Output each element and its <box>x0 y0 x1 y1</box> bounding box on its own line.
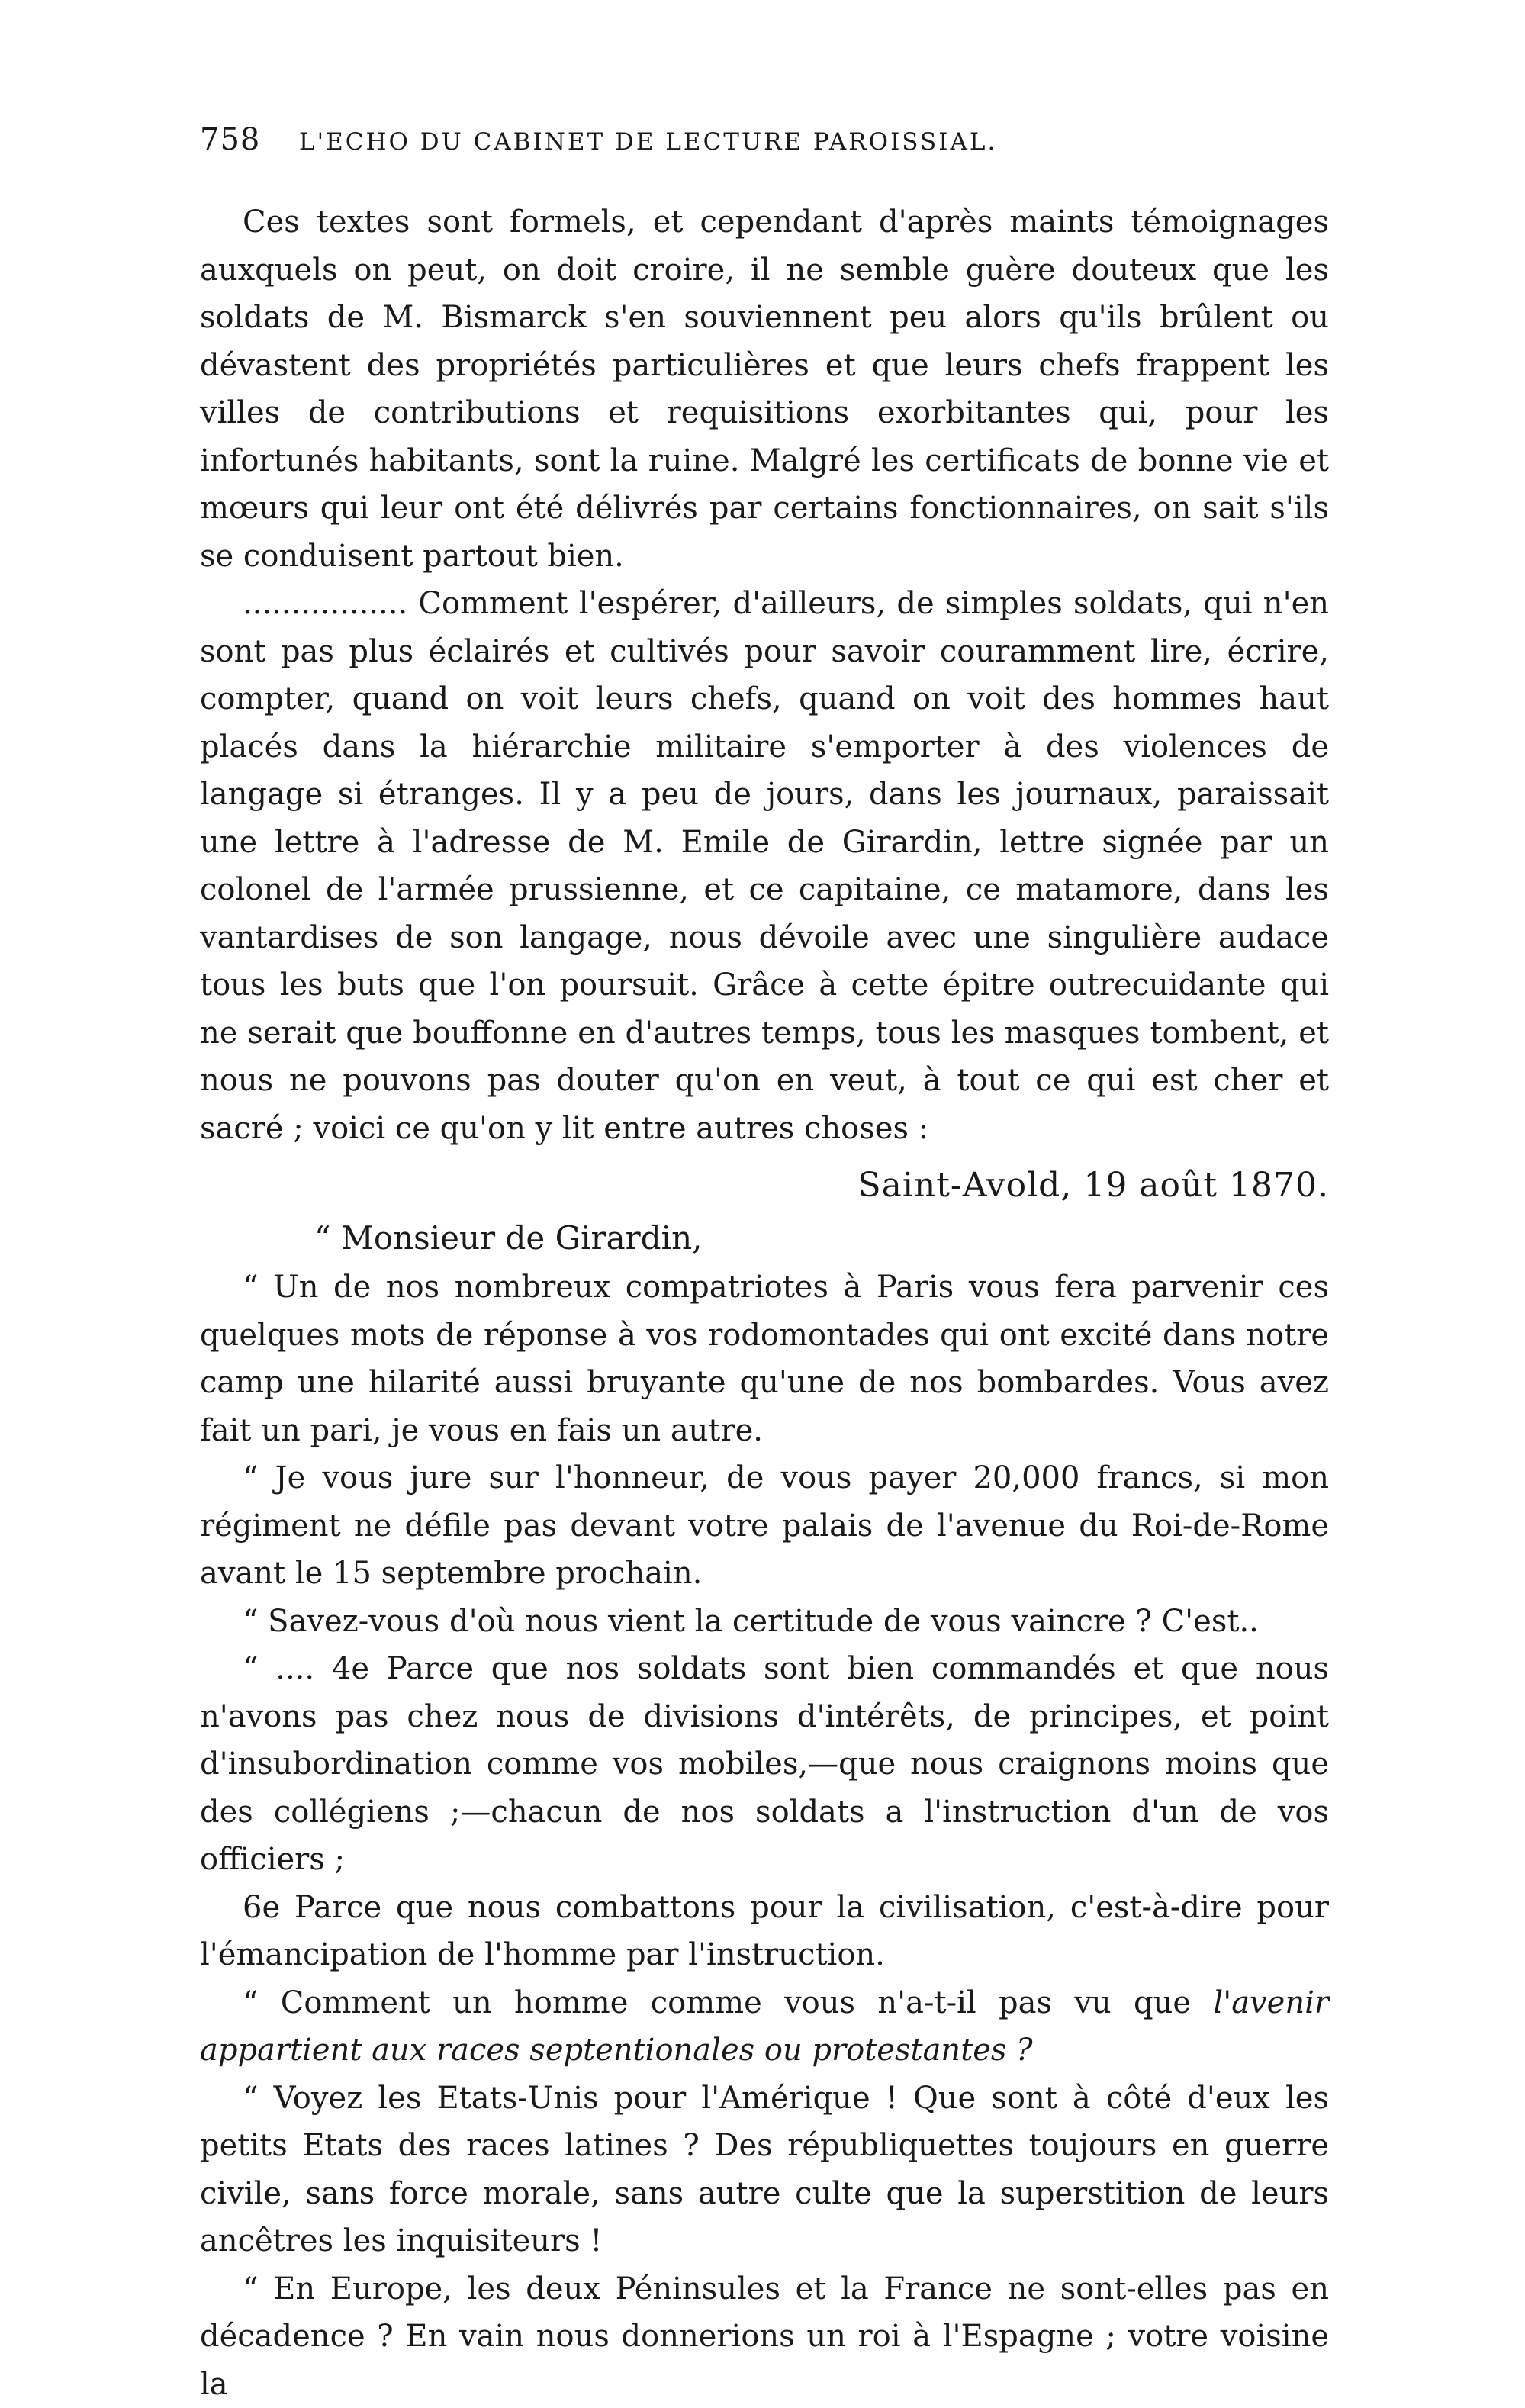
letter-paragraph-6 <box>200 1979 1329 2075</box>
letter-paragraph-5: 6e Parce que nous combattons pour la civilisation, c'est-à-dire pour l'émancipation de l'homme par l'instruction. <box>200 1884 1329 1979</box>
page-header <box>200 122 1329 175</box>
book-page <box>200 122 1329 2408</box>
paragraph-1: Ces textes sont formels, et cependant d'après maints témoignages auxquels on peut, on doit croire, il ne semble guère douteux que les soldats de M. Bismarck s'en souviennent peu alors qu'ils brûlent ou dévastent des propriétés particulières et que leurs chefs frappent les villes de contributions et requisitions exorbitantes qui, pour les infortunés habitants, sont la ruine. Malgré les certificats de bonne vie et mœurs qui leur ont été délivrés par certains fonctionnaires, on sait s'ils se conduisent partout bien. <box>200 198 1329 580</box>
letter-paragraph-1: “ Un de nos nombreux compatriotes à Paris vous fera parvenir ces quelques mots de réponse à vos rodomontades qui ont excité dans notre camp une hilarité aussi bruyante qu'une de nos bombardes. Vous avez fait un pari, je vous en fais un autre. <box>200 1264 1329 1454</box>
letter-paragraph-8: “ En Europe, les deux Péninsules et la France ne sont-elles pas en décadence ? En vain nous donnerions un roi à l'Espagne ; votre voisine la <box>200 2265 1329 2408</box>
paragraph-2: ................. Comment l'espérer, d'ailleurs, de simples soldats, qui n'en sont pas plus éclairés et cultivés pour savoir couramment lire, écrire, compter, quand on voit leurs chefs, quand on voit des hommes haut placés dans la hiérarchie militaire s'emporter à des violences de langage si étranges. Il y a peu de jours, dans les journaux, paraissait une lettre à l'adresse de M. Emile de Girardin, lettre signée par un colonel de l'armée prussienne, et ce capitaine, ce matamore, dans les vantardises de son langage, nous dévoile avec une singulière audace tous les buts que l'on poursuit. Grâce à cette épitre outrecuidante qui ne serait que bouffonne en d'autres temps, tous les masques tombent, et nous ne pouvons pas douter qu'on en veut, à tout ce qui est cher et sacré ; voici ce qu'on y lit entre autres choses : <box>200 580 1329 1152</box>
letter-paragraph-4: “ .... 4e Parce que nos soldats sont bien commandés et que nous n'avons pas chez nous de divisions d'intérêts, de principes, et point d'insubordination comme vos mobiles,—que nous craignons moins que des collégiens ;—chacun de nos soldats a l'instruction d'un de vos officiers ; <box>200 1645 1329 1884</box>
letter-paragraph-3: “ Savez-vous d'où nous vient la certitude de vous vaincre ? C'est.. <box>200 1598 1329 1646</box>
letter-salutation: “ Monsieur de Girardin, <box>200 1213 1329 1264</box>
running-head: L'ECHO DU CABINET DE LECTURE PAROISSIAL. <box>299 128 997 156</box>
letter-dateline: Saint-Avold, 19 août 1870. <box>200 1158 1329 1213</box>
letter-paragraph-2: “ Je vous jure sur l'honneur, de vous payer 20,000 francs, si mon régiment ne défile pas devant votre palais de l'avenue du Roi-de-Rome avant le 15 septembre prochain. <box>200 1454 1329 1598</box>
body-text <box>200 198 1329 2408</box>
page-number: 758 <box>200 122 299 157</box>
letter-paragraph-7: “ Voyez les Etats-Unis pour l'Amérique ! Que sont à côté d'eux les petits Etats des races latines ? Des républiquettes toujours en guerre civile, sans force morale, sans autre culte que la superstition de leurs ancêtres les inquisiteurs ! <box>200 2075 1329 2265</box>
letter-paragraph-6-text: “ Comment un homme comme vous n'a-t-il pas vu que <box>243 1985 1213 2020</box>
letter-paragraph-6-italic: l'avenir appartient aux races septentionales ou protestantes ? <box>200 1985 1329 2068</box>
